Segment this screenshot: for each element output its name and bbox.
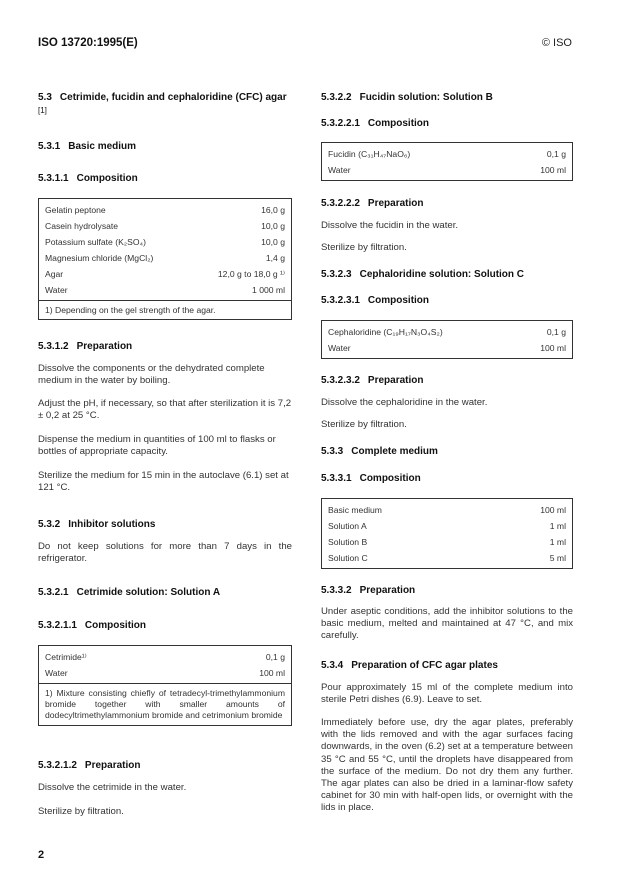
table-row: Basic medium 100 ml bbox=[328, 505, 566, 515]
table-row: Solution B 1 ml bbox=[328, 537, 566, 547]
table-row: Casein hydrolysate 10,0 g bbox=[45, 221, 285, 231]
heading-5-3-2-1: 5.3.2.1 Cetrimide solution: Solution A bbox=[38, 587, 221, 598]
paragraph: Dissolve the fucidin in the water. bbox=[321, 220, 459, 231]
heading-5-3-1: 5.3.1 Basic medium bbox=[38, 141, 137, 152]
table-row: Gelatin peptone 16,0 g bbox=[45, 205, 285, 215]
paragraph: Dispense the medium in quantities of 100 ml to flasks or bottles of appropriate capacity. bbox=[38, 434, 276, 458]
heading-5-3-2-1-2: 5.3.2.1.2 Preparation bbox=[38, 760, 141, 771]
heading-5-3-1-1: 5.3.1.1 Composition bbox=[38, 173, 138, 184]
page-number: 2 bbox=[38, 849, 45, 861]
paragraph: Sterilize the medium for 15 min in the autoclave (6.1) set at 121 °C. bbox=[38, 470, 289, 494]
heading-5-3: 5.3 Cetrimide, fucidin and cephaloridine (CFC) agar [1] bbox=[38, 92, 287, 115]
table-row: Water 100 ml bbox=[328, 343, 566, 353]
heading-5-3-3-2: 5.3.3.2 Preparation bbox=[321, 585, 416, 596]
fucidin-table bbox=[321, 142, 573, 181]
table-row: Fucidin (C₃₁H₄₇NaO₆) 0,1 g bbox=[328, 149, 566, 159]
reference-1: [1] bbox=[38, 106, 47, 115]
standard-designation: ISO 13720:1995(E) bbox=[38, 37, 138, 49]
table-footnote: 1) Depending on the gel strength of the agar. bbox=[39, 301, 292, 320]
table-row: Water 1 000 ml bbox=[45, 285, 285, 295]
heading-5-3-1-2: 5.3.1.2 Preparation bbox=[38, 341, 133, 352]
paragraph: Sterilize by filtration. bbox=[321, 419, 407, 430]
paragraph: Dissolve the cephaloridine in the water. bbox=[321, 397, 488, 408]
paragraph: Pour approximately 15 ml of the complete medium into sterile Petri dishes (6.9). Leave to set. bbox=[321, 682, 573, 706]
paragraph: Under aseptic conditions, add the inhibitor solutions to the basic medium, melted and maintained at 47 °C, and mix carefully. bbox=[321, 606, 573, 642]
table-row: Agar 12,0 g to 18,0 g ¹⁾ bbox=[45, 269, 285, 279]
cephaloridine-table bbox=[321, 320, 573, 359]
table-row: Cephaloridine (C₁₉H₁₇N₃O₄S₂) 0,1 g bbox=[328, 327, 566, 337]
table-row: Cetrimide¹⁾ 0,1 g bbox=[45, 652, 285, 662]
paragraph: Dissolve the cetrimide in the water. bbox=[38, 782, 187, 793]
heading-5-3-2-3-1: 5.3.2.3.1 Composition bbox=[321, 295, 430, 306]
cetrimide-table bbox=[38, 645, 292, 726]
paragraph: Sterilize by filtration. bbox=[321, 242, 407, 253]
heading-5-3-3-1: 5.3.3.1 Composition bbox=[321, 473, 421, 484]
table-row: Potassium sulfate (K₂SO₄) 10,0 g bbox=[45, 237, 285, 247]
table-row: Solution C 5 ml bbox=[328, 553, 566, 563]
heading-5-3-2-2: 5.3.2.2 Fucidin solution: Solution B bbox=[321, 92, 493, 103]
heading-5-3-2-2-1: 5.3.2.2.1 Composition bbox=[321, 118, 430, 129]
heading-5-3-2-2-2: 5.3.2.2.2 Preparation bbox=[321, 198, 424, 209]
heading-5-3-3: 5.3.3 Complete medium bbox=[321, 446, 438, 457]
heading-5-3-2-1-1: 5.3.2.1.1 Composition bbox=[38, 620, 147, 631]
paragraph: Do not keep solutions for more than 7 days in the refrigerator. bbox=[38, 541, 292, 565]
table-row: Water 100 ml bbox=[45, 668, 285, 678]
complete-medium-table bbox=[321, 498, 573, 569]
basic-medium-table bbox=[38, 198, 292, 320]
table-row: Water 100 ml bbox=[328, 165, 566, 175]
paragraph: Dissolve the components or the dehydrated complete medium in the water by boiling. bbox=[38, 363, 265, 387]
heading-5-3-2-3: 5.3.2.3 Cephaloridine solution: Solution C bbox=[321, 269, 525, 280]
paragraph: Adjust the pH, if necessary, so that after sterilization it is 7,2 ± 0,2 at 25 °C. bbox=[38, 398, 292, 422]
heading-5-3-2: 5.3.2 Inhibitor solutions bbox=[38, 519, 156, 530]
heading-5-3-4: 5.3.4 Preparation of CFC agar plates bbox=[321, 660, 498, 671]
table-footnote: 1) Mixture consisting chiefly of tetradecyl-trimethylammonium bromide together with smaller amounts of dodecyltrimethylammonium bromide and cetrimonium bromide bbox=[39, 684, 292, 726]
heading-5-3-2-3-2: 5.3.2.3.2 Preparation bbox=[321, 375, 424, 386]
table-row: Magnesium chloride (MgCl₂) 1,4 g bbox=[45, 253, 285, 263]
paragraph: Sterilize by filtration. bbox=[38, 806, 124, 817]
iso-copyright-mark: © ISO bbox=[541, 37, 572, 49]
table-row: Solution A 1 ml bbox=[328, 521, 566, 531]
paragraph: Immediately before use, dry the agar plates, preferably with the lids removed and with the agar surfaces facing downwards, in the oven (6.2) set at a temperature between 35 °C and 55 °C, until the droplets have disappeared from the surface of the medium. Do not dry them any further. The agar plates can also be dried in a laminar-flow safety cabinet for 30 min with half-open lids, or overnight with the lids in place. bbox=[321, 717, 573, 814]
